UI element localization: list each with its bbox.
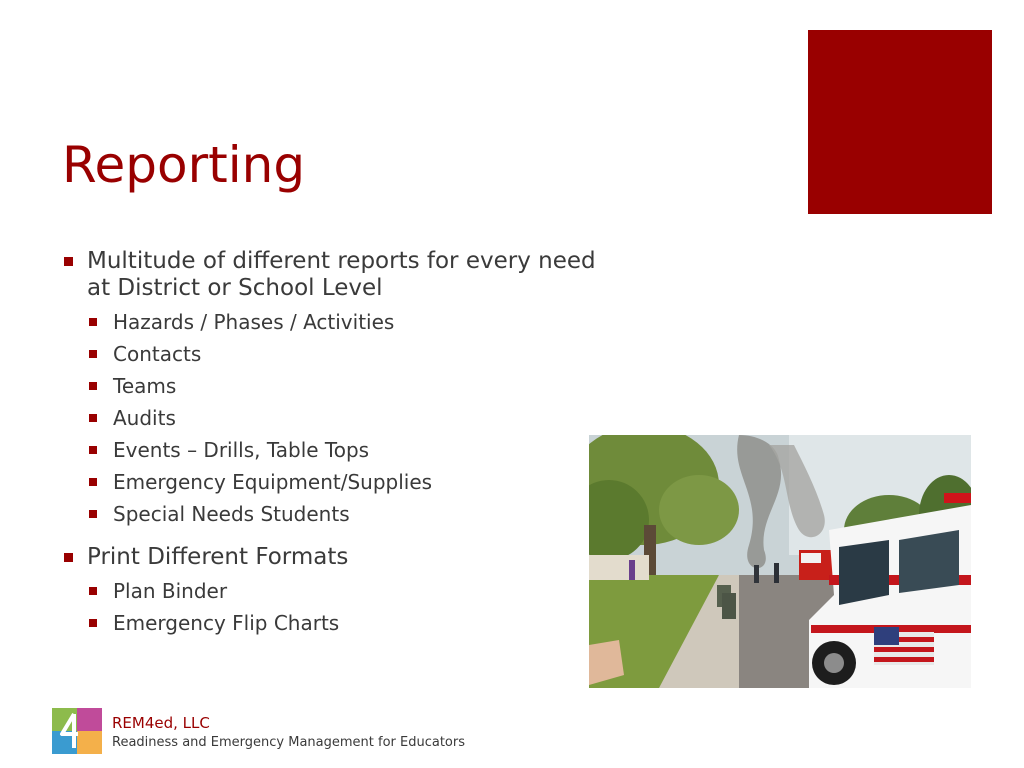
sub-bullet-item [87,466,602,498]
sub-bullet-item [87,402,602,434]
sub-bullet-text: Emergency Flip Charts [113,611,340,635]
square-bullet-icon [89,350,97,358]
square-bullet-icon [89,318,97,326]
slide-content [62,248,602,653]
square-bullet-icon [89,446,97,454]
sub-bullet-text: Plan Binder [113,579,228,603]
sub-bullet-text: Emergency Equipment/Supplies [113,470,433,494]
square-bullet-icon [89,619,97,627]
accent-block [808,30,992,214]
sub-bullet-item [87,434,602,466]
sub-bullet-item [87,306,602,338]
square-bullet-icon [89,414,97,422]
square-bullet-icon [64,257,73,266]
bullet-text: Multitude of different reports for every need at District or School Level [87,248,596,301]
square-bullet-icon [64,553,73,562]
sub-bullet-item [87,498,602,530]
square-bullet-icon [89,478,97,486]
sub-bullet-text: Hazards / Phases / Activities [113,310,395,334]
bullet-item [62,544,602,639]
sub-bullet-text: Contacts [113,342,202,366]
emergency-scene-photo [589,435,971,688]
square-bullet-icon [89,382,97,390]
company-tagline: Readiness and Emergency Management for Educators [112,735,465,750]
sub-bullet-item [87,607,602,639]
slide-title: Reporting [62,136,306,194]
rem4ed-logo [52,708,102,754]
sub-bullet-text: Events – Drills, Table Tops [113,438,370,462]
bullet-list [62,248,602,639]
square-bullet-icon [89,587,97,595]
sub-bullet-text: Special Needs Students [113,502,350,526]
sub-bullet-text: Teams [113,374,177,398]
bullet-text: Print Different Formats [87,544,349,570]
sub-bullet-list [87,306,602,530]
sub-bullet-item [87,370,602,402]
sub-bullet-list [87,575,602,639]
sub-bullet-item [87,338,602,370]
square-bullet-icon [89,510,97,518]
company-name: REM4ed, LLC [112,714,210,732]
bullet-item [62,248,602,530]
sub-bullet-text: Audits [113,406,176,430]
sub-bullet-item [87,575,602,607]
